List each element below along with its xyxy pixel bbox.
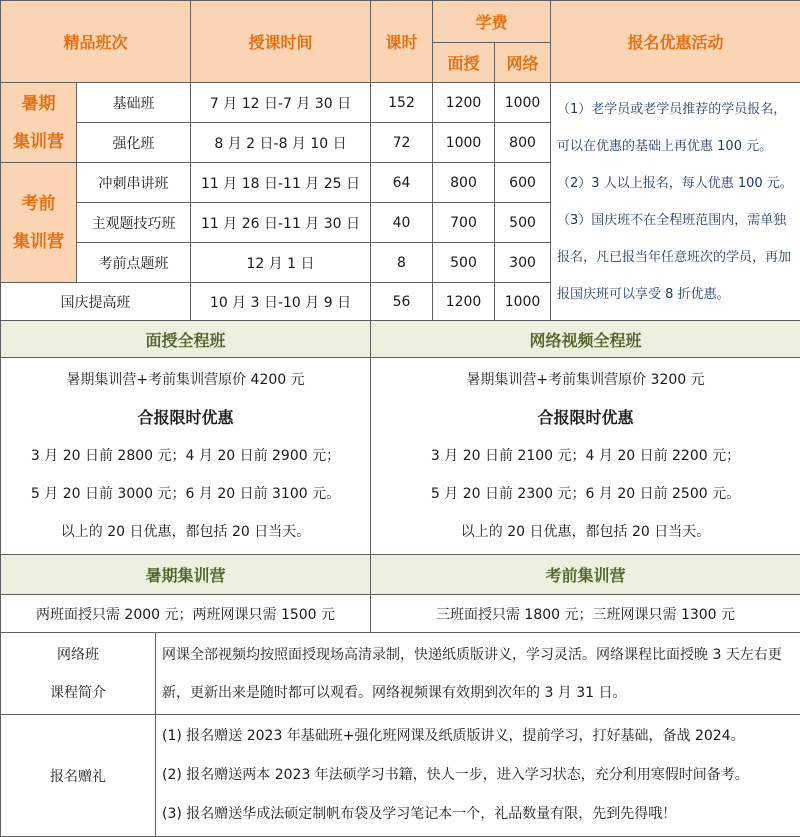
header-class: 精品班次 xyxy=(1,1,191,83)
gift-item: (1) 报名赠送 2023 年基础班+强化班网课及纸质版讲义，提前学习，打好基础，备战 2024。 xyxy=(162,728,745,744)
summer-package-title: 暑期集训营 xyxy=(1,555,371,595)
full-offline-line4: 5 月 20 日前 3000 元；6 月 20 日前 3100 元。 xyxy=(30,486,341,502)
promo-item: （3）国庆班不在全程班范围内，需单独报名，凡已报当年任意班次的学员，再加报国庆班可以享受 8 折优惠。 xyxy=(557,212,792,302)
gift-item: (2) 报名赠送两本 2023 年法硕学习书籍，快人一步，进入学习状态，充分利用寒假时间备考。 xyxy=(162,767,749,783)
class-hours: 152 xyxy=(371,83,433,123)
package-table xyxy=(0,320,800,837)
class-hours: 64 xyxy=(371,163,433,203)
class-time: 8 月 2 日-8 月 10 日 xyxy=(191,123,371,163)
promo-item: （2）3 人以上报名，每人优惠 100 元。 xyxy=(557,175,793,191)
camp-summer xyxy=(1,83,77,163)
fee-online: 600 xyxy=(495,163,551,203)
class-name: 冲刺串讲班 xyxy=(77,163,191,203)
header-time: 授课时间 xyxy=(191,1,371,83)
full-offline-block xyxy=(1,358,371,555)
class-name: 国庆提高班 xyxy=(1,283,191,321)
class-time: 11 月 18 日-11 月 25 日 xyxy=(191,163,371,203)
full-online-line5: 以上的 20 日优惠，都包括 20 日当天。 xyxy=(460,524,711,540)
gift-item: (3) 报名赠送华成法硕定制帆布袋及学习笔记本一个，礼品数量有限，先到先得哦！ xyxy=(162,806,677,822)
full-offline-line3: 3 月 20 日前 2800 元；4 月 20 日前 2900 元； xyxy=(30,448,341,464)
full-online-block xyxy=(371,358,800,555)
header-hours: 课时 xyxy=(371,1,433,83)
schedule-table xyxy=(0,0,800,321)
class-time: 11 月 26 日-11 月 30 日 xyxy=(191,203,371,243)
header-fee-online: 网络 xyxy=(495,43,551,83)
class-hours: 8 xyxy=(371,243,433,283)
fee-offline: 1200 xyxy=(433,83,495,123)
online-intro-text: 网课全部视频均按照面授现场高清录制，快递纸质版讲义，学习灵活。网络课程比面授晚 3 天左右更新，更新出来是随时都可以观看。网络视频课有效期到次年的 3 月 31 日。 xyxy=(156,633,800,715)
full-online-title: 网络视频全程班 xyxy=(371,321,800,358)
gifts-label: 报名赠礼 xyxy=(1,715,156,837)
gifts-list xyxy=(156,715,800,837)
promo-item: （1）老学员或老学员推荐的学员报名，可以在优惠的基础上再优惠 100 元。 xyxy=(557,101,787,154)
header-fee: 学费 xyxy=(433,1,551,43)
full-online-line3: 3 月 20 日前 2100 元；4 月 20 日前 2200 元； xyxy=(430,448,741,464)
class-name: 考前点题班 xyxy=(77,243,191,283)
exam-package-text: 三班面授只需 1800 元；三班网课只需 1300 元 xyxy=(371,595,800,633)
fee-online: 1000 xyxy=(495,83,551,123)
fee-online: 500 xyxy=(495,203,551,243)
full-offline-title: 面授全程班 xyxy=(1,321,371,358)
class-time: 12 月 1 日 xyxy=(191,243,371,283)
full-online-promo-title: 合报限时优惠 xyxy=(537,408,634,427)
class-hours: 56 xyxy=(371,283,433,321)
promo-cell xyxy=(551,83,800,321)
class-name: 基础班 xyxy=(77,83,191,123)
full-offline-promo-title: 合报限时优惠 xyxy=(137,408,234,427)
fee-online: 1000 xyxy=(495,283,551,321)
online-intro-label-line1: 网络班 xyxy=(57,646,99,663)
online-intro-label-line2: 课程简介 xyxy=(50,684,106,701)
class-name: 主观题技巧班 xyxy=(77,203,191,243)
fee-online: 300 xyxy=(495,243,551,283)
class-hours: 40 xyxy=(371,203,433,243)
fee-offline: 500 xyxy=(433,243,495,283)
camp-exam-line2: 集训营 xyxy=(13,231,64,252)
camp-summer-line1: 暑期 xyxy=(21,93,56,114)
header-fee-offline: 面授 xyxy=(433,43,495,83)
table-row xyxy=(1,83,800,123)
full-offline-line5: 以上的 20 日优惠，都包括 20 日当天。 xyxy=(60,524,311,540)
full-online-price: 暑期集训营+考前集训营原价 3200 元 xyxy=(466,372,705,388)
fee-offline: 700 xyxy=(433,203,495,243)
class-hours: 72 xyxy=(371,123,433,163)
fee-online: 800 xyxy=(495,123,551,163)
camp-exam-line1: 考前 xyxy=(21,193,56,214)
camp-exam xyxy=(1,163,77,283)
class-time: 10 月 3 日-10 月 9 日 xyxy=(191,283,371,321)
class-name: 强化班 xyxy=(77,123,191,163)
online-intro-label xyxy=(1,633,156,715)
camp-summer-line2: 集训营 xyxy=(13,131,64,152)
exam-package-title: 考前集训营 xyxy=(371,555,800,595)
fee-offline: 1000 xyxy=(433,123,495,163)
summer-package-text: 两班面授只需 2000 元；两班网课只需 1500 元 xyxy=(1,595,371,633)
full-online-line4: 5 月 20 日前 2300 元；6 月 20 日前 2500 元。 xyxy=(430,486,741,502)
full-offline-price: 暑期集训营+考前集训营原价 4200 元 xyxy=(66,372,305,388)
fee-offline: 1200 xyxy=(433,283,495,321)
header-promo: 报名优惠活动 xyxy=(551,1,800,83)
fee-offline: 800 xyxy=(433,163,495,203)
class-time: 7 月 12 日-7 月 30 日 xyxy=(191,83,371,123)
